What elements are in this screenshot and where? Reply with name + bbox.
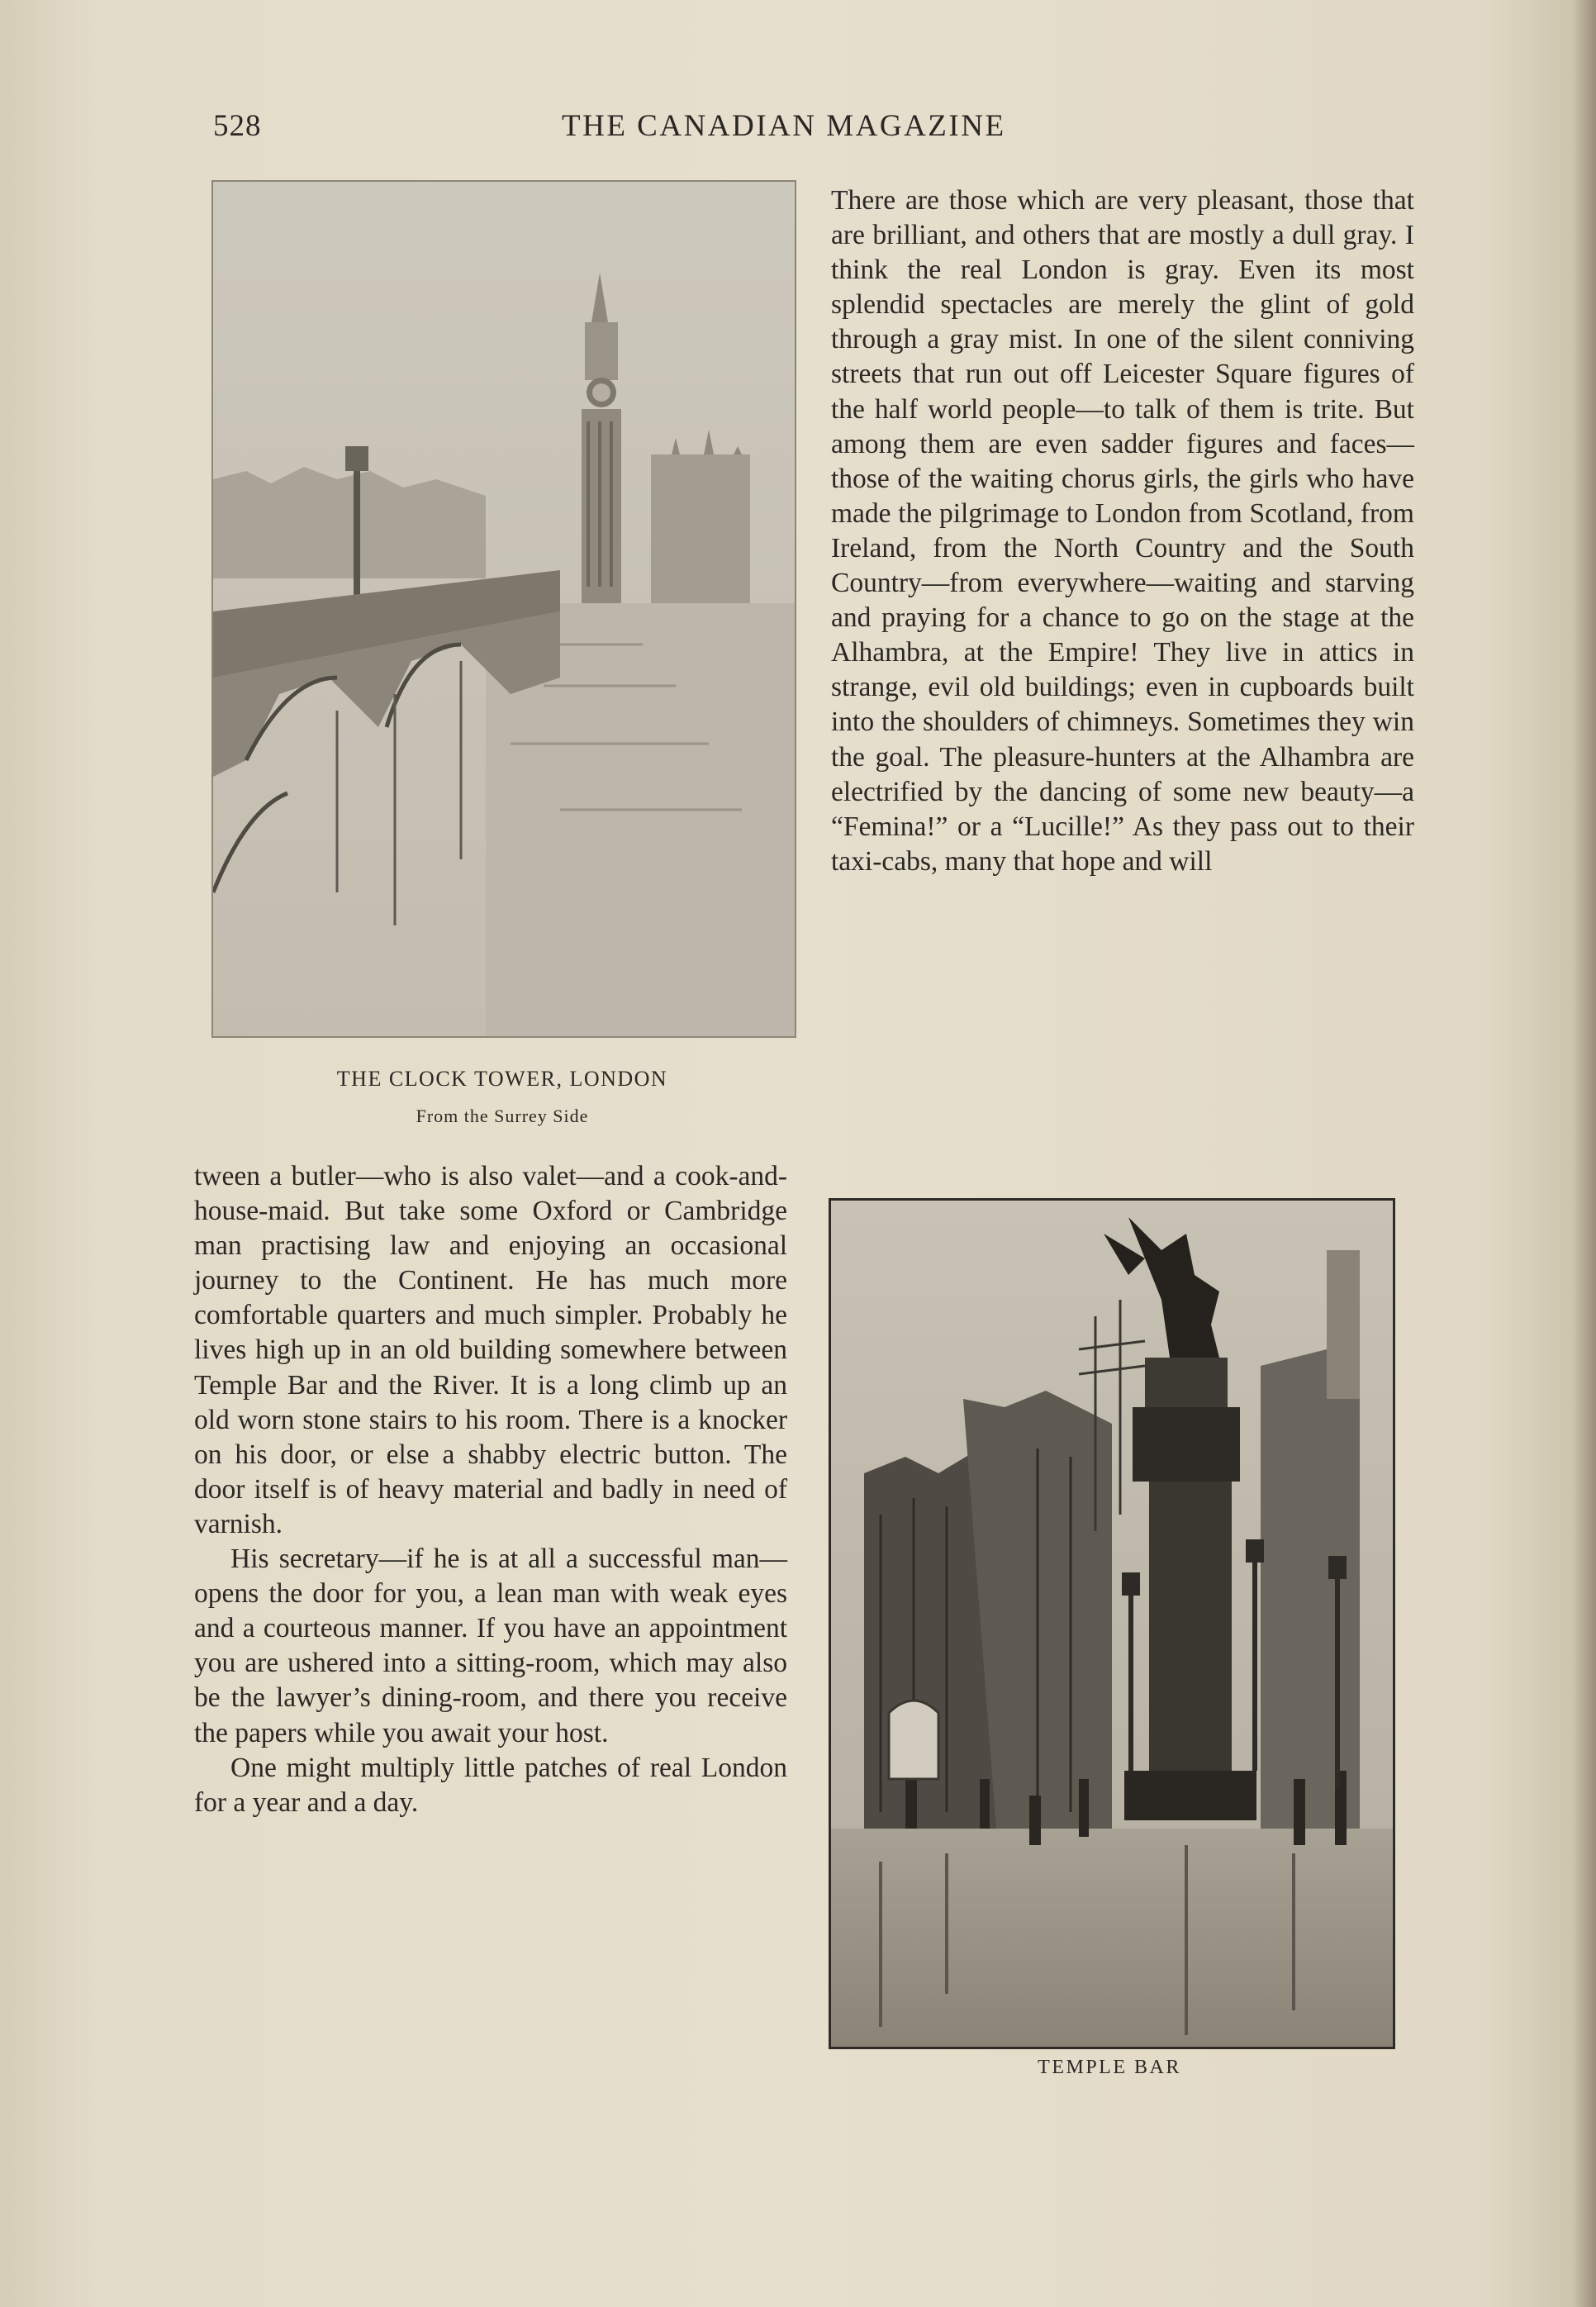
clock-tower-caption: THE CLOCK TOWER, LONDON <box>336 1067 668 1091</box>
temple-bar-caption: TEMPLE BAR <box>1038 2057 1181 2078</box>
left-text-column <box>194 1159 787 1820</box>
clock-tower-subcaption: From the Surrey Side <box>416 1106 589 1126</box>
left-paragraph: tween a butler—who is also valet—and a cook-and-house-maid. But take some Oxford or Cambridge man practising law and enjoying an occasional journey to the Continent. He has much more comfortable quarters and much simpler. Probably he lives high up in an old building somewhere between Temple Bar and the River. It is a long climb up an old worn stone stairs to his room. There is a knocker on his door, or else a shabby electric button. The door itself is of heavy material and badly in need of varnish. <box>194 1161 787 1539</box>
right-paragraph: There are those which are very pleasant, those that are brilliant, and others that are mostly a dull gray. I think the real London is gray. Even its most splendid spectacles are merely the glint of gold through a gray mist. In one of the silent conniving streets that run out off Leicester Square figures of the half world people—to talk of them is trite. But among them are even sadder figures and faces—those of the waiting chorus girls, the girls who have made the pilgrimage to London from Scotland, from Ireland, from the North Country and the South Country—from everywhere—waiting and starving and praying for a chance to go on the stage at the Alhambra, at the Empire! They live in attics in strange, evil old buildings; even in cupboards built into the shoulders of chimneys. Sometimes they win the goal. The pleasure-hunters at the Alhambra are electrified by the dancing of some new beauty—a “Femina!” or a “Lucille!” As they pass out to their taxi-cabs, many that hope and will <box>831 185 1414 877</box>
page-number: 528 <box>213 109 262 143</box>
clock-tower-illustration <box>211 180 796 1038</box>
left-paragraph: One might multiply little patches of real London for a year and a day. <box>194 1752 787 1818</box>
right-text-column <box>831 183 1414 879</box>
left-paragraph: His secretary—if he is at all a successful man—opens the door for you, a lean man with weak eyes and a courteous manner. If you have an appointment you are ushered into a sitting-room, which may also be the lawyer’s dining-room, and there you receive the papers while you await your host. <box>194 1544 787 1748</box>
running-head: THE CANADIAN MAGAZINE <box>562 109 1006 143</box>
page-edge-shadow <box>1573 0 1596 2307</box>
temple-bar-illustration <box>829 1198 1395 2049</box>
